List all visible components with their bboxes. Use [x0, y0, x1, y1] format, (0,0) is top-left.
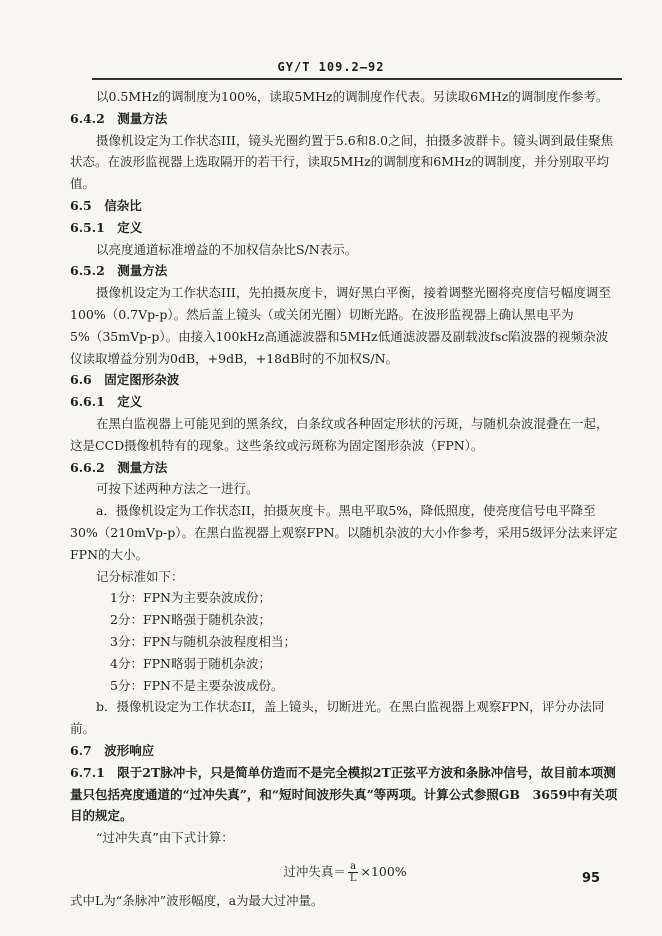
overshoot-formula [70, 861, 620, 884]
formula-lhs: 过冲失真＝ [283, 863, 346, 879]
score-item-2: 2分：FPN略强于随机杂波； [110, 612, 271, 628]
score-item-1: 1分：FPN为主要杂波成份； [110, 590, 271, 606]
formula-explanation: 式中L为“条脉冲”波形幅度，a为最大过冲量。 [70, 892, 324, 908]
section-heading: 6.5 信杂比 [70, 197, 142, 213]
paragraph: 摄像机设定为工作状态III，镜头光圈约置于5.6和8.0之间，拍摄多波群卡。镜头调到最佳聚焦状态。在波形监视器上选取隔开的若干行，读取5MHz的调制度和6MHz的调制度，并分别取平均值。 [70, 132, 614, 192]
formula-fraction [348, 861, 359, 884]
section-heading: 6.6.1 定义 [70, 394, 143, 410]
section-heading: 6.6.2 测量方法 [70, 459, 168, 475]
paragraph: 以0.5MHz的调制度为100%，读取5MHz的调制度作代表。另读取6MHz的调制度作参考。 [96, 89, 609, 104]
formula-intro: “过冲失真”由下式计算： [96, 830, 234, 846]
formula-denominator: L [349, 872, 357, 884]
section-paragraph-6-7-1: 6.7.1 限于2T脉冲卡，只是简单仿造而不是完全模拟2T正弦平方波和条脉冲信号，故目前本项测量只包括亮度通道的“过冲失真”，和“短时间波形失真”等两项。计算公式参照GB 3659中有关项目的规定。 [70, 764, 618, 824]
page-number: 95 [582, 871, 601, 886]
section-heading: 6.4.2 测量方法 [70, 110, 168, 126]
score-item-5: 5分：FPN不是主要杂波成份。 [110, 677, 284, 693]
section-heading: 6.7 波形响应 [70, 742, 155, 758]
header-rule [92, 78, 622, 80]
paragraph: 以亮度通道标准增益的不加权信杂比S/N表示。 [96, 241, 358, 257]
section-heading: 6.5.1 定义 [70, 219, 143, 235]
formula-rhs: ×100% [360, 863, 407, 879]
standard-number-header: GY/T 109.2—92 [277, 60, 385, 74]
method-b-paragraph: b．摄像机设定为工作状态II，盖上镜头，切断进光。在黑白监视器上观察FPN，评分办法同前。 [70, 699, 605, 737]
paragraph: 在黑白监视器上可能见到的黑条纹，白条纹或各种固定形状的污斑，与随机杂波混叠在一起，这是CCD摄像机特有的现象。这些条纹或污斑称为固定图形杂波（FPN）。 [70, 415, 609, 453]
section-heading: 6.6 固定图形杂波 [70, 372, 180, 388]
method-a-paragraph: a．摄像机设定为工作状态II，拍摄灰度卡。黑电平取5%，降低照度，使亮度信号电平降至30%（210mVp-p）。在黑白监视器上观察FPN。以随机杂波的大小作参考，采用5级评分法来评定FPN的大小。 [70, 503, 618, 562]
scoring-intro: 记分标准如下： [96, 568, 184, 584]
paragraph: 摄像机设定为工作状态III，先拍摄灰度卡，调好黑白平衡，接着调整光圈将亮度信号幅度调至100%（0.7Vp-p）。然后盖上镜头（或关闭光圈）切断光路。在波形监视器上确认黑电平为5%（35mVp-p）。由接入100kHz高通滤波器和5MHz低通滤波器及副载波fsc陷波器的视频杂波仪读取增益分别为0dB，+9dB，+18dB时的不加权S/N。 [70, 285, 611, 366]
document-body [70, 86, 620, 912]
section-heading: 6.5.2 测量方法 [70, 263, 168, 279]
score-item-4: 4分：FPN略弱于随机杂波； [110, 655, 271, 671]
formula-numerator: a [348, 861, 359, 873]
paragraph: 可按下述两种方法之一进行。 [96, 481, 259, 497]
score-item-3: 3分：FPN与随机杂波程度相当； [110, 633, 296, 649]
